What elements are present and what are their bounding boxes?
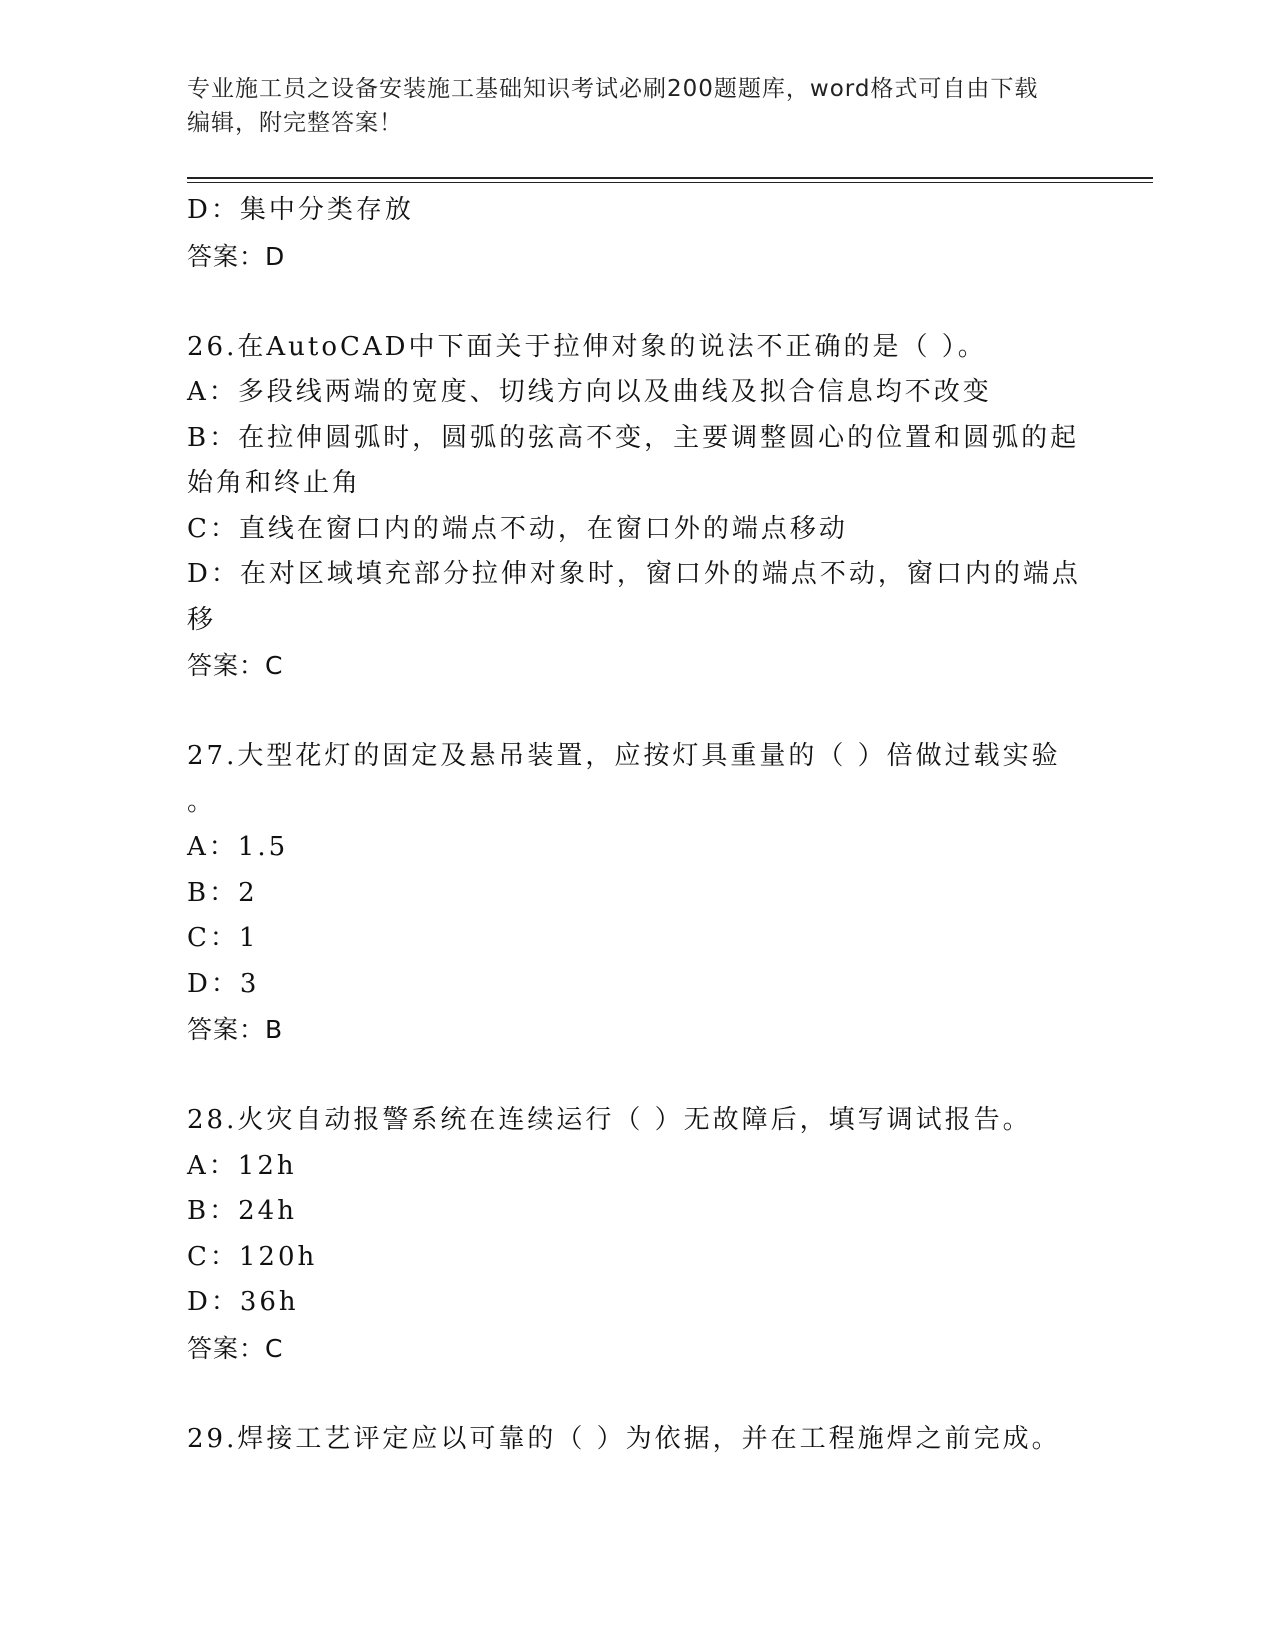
q27-question-line-2: 。 xyxy=(187,786,217,817)
spacer xyxy=(187,1053,1087,1099)
q26-option-d-line-1: D：在对区域填充部分拉伸对象时，窗口外的端点不动，窗口内的端点 xyxy=(187,559,1081,589)
q28-answer: 答案：C xyxy=(187,1333,284,1363)
q27-answer: 答案：B xyxy=(187,1015,284,1044)
question-26 xyxy=(187,325,1087,689)
spacer xyxy=(187,279,1087,325)
question-27 xyxy=(187,734,1087,1053)
q27-option-b: B：2 xyxy=(187,877,258,908)
q25-answer: 答案：D xyxy=(187,241,286,271)
q27-option-c: C：1 xyxy=(187,923,259,953)
q26-option-b-line-2: 始角和终止角 xyxy=(187,468,362,498)
header-divider-thick xyxy=(187,177,1153,179)
q27-question-line-1: 27.大型花灯的固定及悬吊装置，应按灯具重量的（ ）倍做过载实验 xyxy=(187,741,1061,771)
question-25 xyxy=(187,188,1087,279)
spacer xyxy=(187,1371,1087,1417)
spacer xyxy=(187,689,1087,735)
q28-option-c: C：120h xyxy=(187,1241,318,1272)
q27-option-d: D：3 xyxy=(187,968,260,999)
q26-option-b-line-1: B：在拉伸圆弧时，圆弧的弦高不变，主要调整圆心的位置和圆弧的起 xyxy=(187,422,1080,453)
header-title-line-1: 专业施工员之设备安装施工基础知识考试必刷200题题库，word格式可自由下载 xyxy=(187,76,1039,102)
header-title-line-2: 编辑，附完整答案！ xyxy=(187,110,403,136)
q29-question: 29.焊接工艺评定应以可靠的（ ）为依据，并在工程施焊之前完成。 xyxy=(187,1423,1061,1454)
q28-option-d: D：36h xyxy=(187,1287,299,1317)
document-header xyxy=(187,72,1067,140)
question-28 xyxy=(187,1098,1087,1371)
q28-option-b: B：24h xyxy=(187,1196,297,1226)
question-list xyxy=(187,188,1087,1462)
q26-option-c: C：直线在窗口内的端点不动，在窗口外的端点移动 xyxy=(187,513,848,544)
q28-question: 28.火灾自动报警系统在连续运行（ ）无故障后，填写调试报告。 xyxy=(187,1105,1032,1135)
question-29 xyxy=(187,1417,1087,1463)
q26-option-d-line-2: 移 xyxy=(187,604,217,635)
q28-option-a: A：12h xyxy=(187,1150,297,1181)
q25-option-d: D：集中分类存放 xyxy=(187,195,414,225)
q27-option-a: A：1.5 xyxy=(187,832,289,862)
q26-answer: 答案：C xyxy=(187,651,284,680)
q26-question: 26.在AutoCAD中下面关于拉伸对象的说法不正确的是（ ）。 xyxy=(187,331,987,362)
q26-option-a: A：多段线两端的宽度、切线方向以及曲线及拟合信息均不改变 xyxy=(187,377,992,407)
header-divider-thin xyxy=(187,182,1153,183)
